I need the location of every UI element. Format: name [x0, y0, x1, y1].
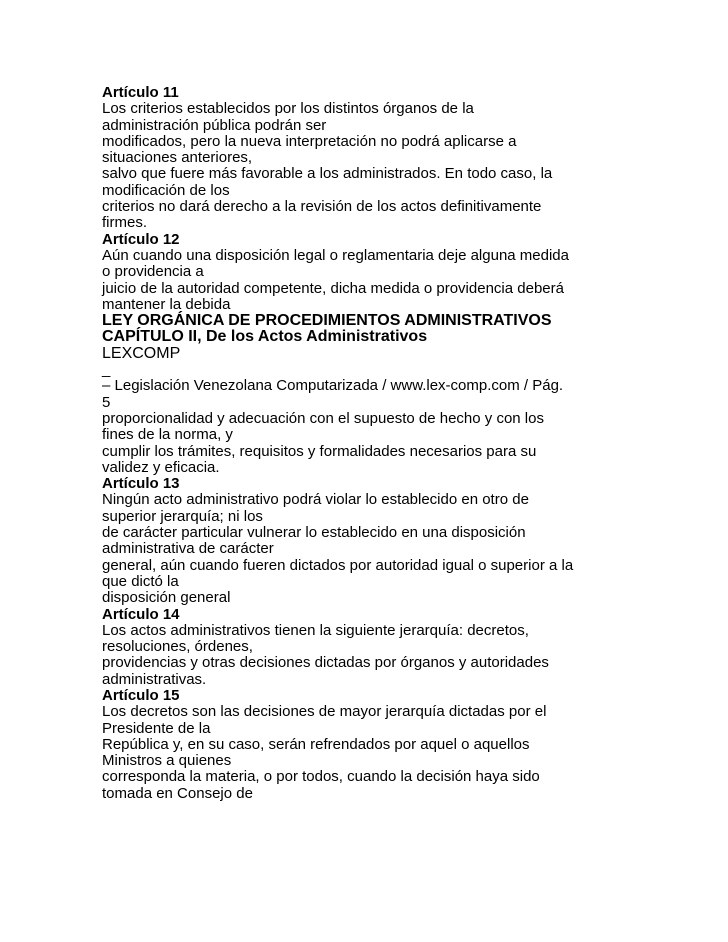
text-line: fines de la norma, y	[102, 426, 233, 444]
text-line: mantener la debida	[102, 295, 231, 313]
article-15-heading: Artículo 15	[102, 686, 180, 704]
text-line: salvo que fuere más favorable a los administrados. En todo caso, la	[102, 165, 553, 183]
text-line: Presidente de la	[102, 719, 211, 737]
text-line: modificados, pero la nueva interpretación no podrá aplicarse a	[102, 132, 517, 150]
text-line: Ningún acto administrativo podrá violar lo establecido en otro de	[102, 491, 529, 509]
text-line: general, aún cuando fueren dictados por autoridad igual o superior a la	[102, 556, 574, 574]
text-line: cumplir los trámites, requisitos y formalidades necesarios para su	[102, 442, 537, 460]
text-line: que dictó la	[102, 572, 179, 590]
text-line: administrativa de carácter	[102, 540, 274, 558]
text-line: superior jerarquía; ni los	[102, 507, 263, 525]
article-12-heading: Artículo 12	[102, 230, 180, 248]
text-line: corresponda la materia, o por todos, cuando la decisión haya sido	[102, 768, 540, 786]
text-line: proporcionalidad y adecuación con el supuesto de hecho y con los	[102, 409, 544, 427]
text-line: República y, en su caso, serán refrendados por aquel o aquellos	[102, 735, 530, 753]
article-13-heading: Artículo 13	[102, 475, 180, 493]
text-line: juicio de la autoridad competente, dicha medida o providencia deberá	[102, 279, 564, 297]
text-line: resoluciones, órdenes,	[102, 638, 253, 656]
text-line: modificación de los	[102, 181, 230, 199]
article-14-heading: Artículo 14	[102, 605, 180, 623]
text-line: criterios no dará derecho a la revisión de los actos definitivamente	[102, 198, 542, 216]
text-line: o providencia a	[102, 263, 204, 281]
text-line: situaciones anteriores,	[102, 149, 253, 167]
chapter-header: CAPÍTULO II, De los Actos Administrativos	[102, 328, 428, 346]
text-line: Aún cuando una disposición legal o reglamentaria deje alguna medida	[102, 246, 569, 264]
text-line: tomada en Consejo de	[102, 784, 253, 802]
text-line: Los actos administrativos tienen la siguiente jerarquía: decretos,	[102, 621, 529, 639]
law-title-header: LEY ORGÁNICA DE PROCEDIMIENTOS ADMINISTRATIVOS	[102, 312, 552, 330]
article-11-heading: Artículo 11	[102, 84, 179, 101]
text-line: disposición general	[102, 589, 231, 607]
page-number: 5	[102, 393, 111, 411]
text-line: Los decretos son las decisiones de mayor jerarquía dictadas por el	[102, 703, 547, 721]
page-footer-source: – Legislación Venezolana Computarizada / www.lex-comp.com / Pág.	[102, 377, 564, 395]
text-line: providencias y otras decisiones dictadas por órganos y autoridades	[102, 654, 549, 672]
text-line: de carácter particular vulnerar lo establecido en una disposición	[102, 524, 526, 542]
text-line: administrativas.	[102, 670, 207, 688]
text-line: firmes.	[102, 214, 147, 232]
text-line: validez y eficacia.	[102, 458, 220, 476]
publisher-name: LEXCOMP	[102, 344, 181, 362]
text-line: Los criterios establecidos por los distintos órganos de la	[102, 100, 474, 118]
separator-underscore: _	[102, 361, 111, 379]
text-line: administración pública podrán ser	[102, 116, 327, 134]
text-line: Ministros a quienes	[102, 752, 232, 770]
document-body	[102, 85, 642, 802]
